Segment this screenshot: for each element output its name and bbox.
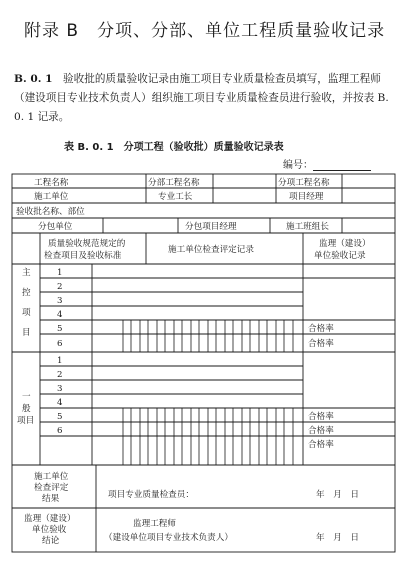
inspector-signature-label: 项目专业质量检查员： xyxy=(108,490,194,500)
main-control-label-2: 控 xyxy=(22,288,31,298)
main-row-number: 5 xyxy=(57,324,63,334)
engineer-sub-label: （建设单位项目专业技术负责人） xyxy=(104,533,233,543)
sub-item-label: 分项工程名称 xyxy=(278,178,330,188)
engineer-signature-label: 监理工程师 xyxy=(133,519,176,529)
sub-division-label: 分部工程名称 xyxy=(148,178,200,188)
general-pass-rate-label: 合格率 xyxy=(308,412,334,422)
general-label-3: 项目 xyxy=(17,416,35,426)
main-row-number: 3 xyxy=(57,296,63,306)
standard-header-line2: 检查项目及验收标准 xyxy=(44,251,122,261)
supervisor-conclusion-label-3: 结论 xyxy=(42,536,60,546)
clause-text: 验收批的质量验收记录由施工项目专业质量检查员填写，监理工程师（建设项目专业技术负责人）组织施工项目专业质量检查员进行验收，并按表 B. 0. 1 记录。 xyxy=(14,73,389,123)
number-label: 编号： xyxy=(283,160,313,171)
general-pass-rate-label: 合格率 xyxy=(308,440,334,450)
supervisor-conclusion-label-2: 单位验收 xyxy=(32,525,67,535)
check-record-header: 施工单位检查评定记录 xyxy=(168,245,254,255)
main-row-number: 2 xyxy=(57,282,63,292)
general-label-2: 般 xyxy=(22,404,31,414)
supervisor-conclusion-date: 年 月 日 xyxy=(316,533,359,543)
appendix-heading: 附录 B 分项、分部、单位工程质量验收记录 xyxy=(24,21,386,41)
main-row-number: 1 xyxy=(57,268,63,278)
general-row-number: 5 xyxy=(57,412,63,422)
project-name-label: 工程名称 xyxy=(34,178,69,188)
contractor-label: 施工单位 xyxy=(34,192,69,202)
supervisor-header-line1: 监理（建设） xyxy=(319,239,371,249)
foreman-label: 专业工长 xyxy=(158,192,193,202)
main-control-label-4: 目 xyxy=(22,328,31,338)
main-control-label-1: 主 xyxy=(22,268,31,278)
sub-manager-label: 分包项目经理 xyxy=(185,222,237,232)
general-label-1: 一 xyxy=(22,392,31,402)
standard-header-line1: 质量验收规范规定的 xyxy=(48,239,126,249)
general-row-number: 4 xyxy=(57,398,63,408)
contractor-result-label-3: 结果 xyxy=(42,494,60,504)
contractor-result-label-1: 施工单位 xyxy=(34,472,69,482)
project-manager-label: 项目经理 xyxy=(289,192,324,202)
clause-number: B. 0. 1 xyxy=(14,73,53,85)
general-row-number: 6 xyxy=(57,426,63,436)
main-row-number: 4 xyxy=(57,310,63,320)
contractor-result-date: 年 月 日 xyxy=(316,490,359,500)
table-caption: 表 B. 0. 1 分项工程（验收批）质量验收记录表 xyxy=(64,142,284,153)
general-pass-rate-label: 合格率 xyxy=(308,426,334,436)
contractor-result-label-2: 检查评定 xyxy=(34,483,69,493)
subcontractor-label: 分包单位 xyxy=(38,222,73,232)
supervisor-conclusion-label-1: 监理（建设） xyxy=(24,514,76,524)
main-row-number: 6 xyxy=(57,339,63,349)
general-row-number: 2 xyxy=(57,370,63,380)
check-tick-grid xyxy=(123,320,293,465)
supervisor-header-line2: 单位验收记录 xyxy=(314,251,366,261)
main-pass-rate-label: 合格率 xyxy=(308,339,334,349)
main-control-label-3: 项 xyxy=(22,308,31,318)
team-leader-label: 施工班组长 xyxy=(286,222,329,232)
batch-label: 验收批名称、部位 xyxy=(16,207,85,217)
general-row-number: 3 xyxy=(57,384,63,394)
main-pass-rate-label: 合格率 xyxy=(308,324,334,334)
general-row-number: 1 xyxy=(57,356,63,366)
